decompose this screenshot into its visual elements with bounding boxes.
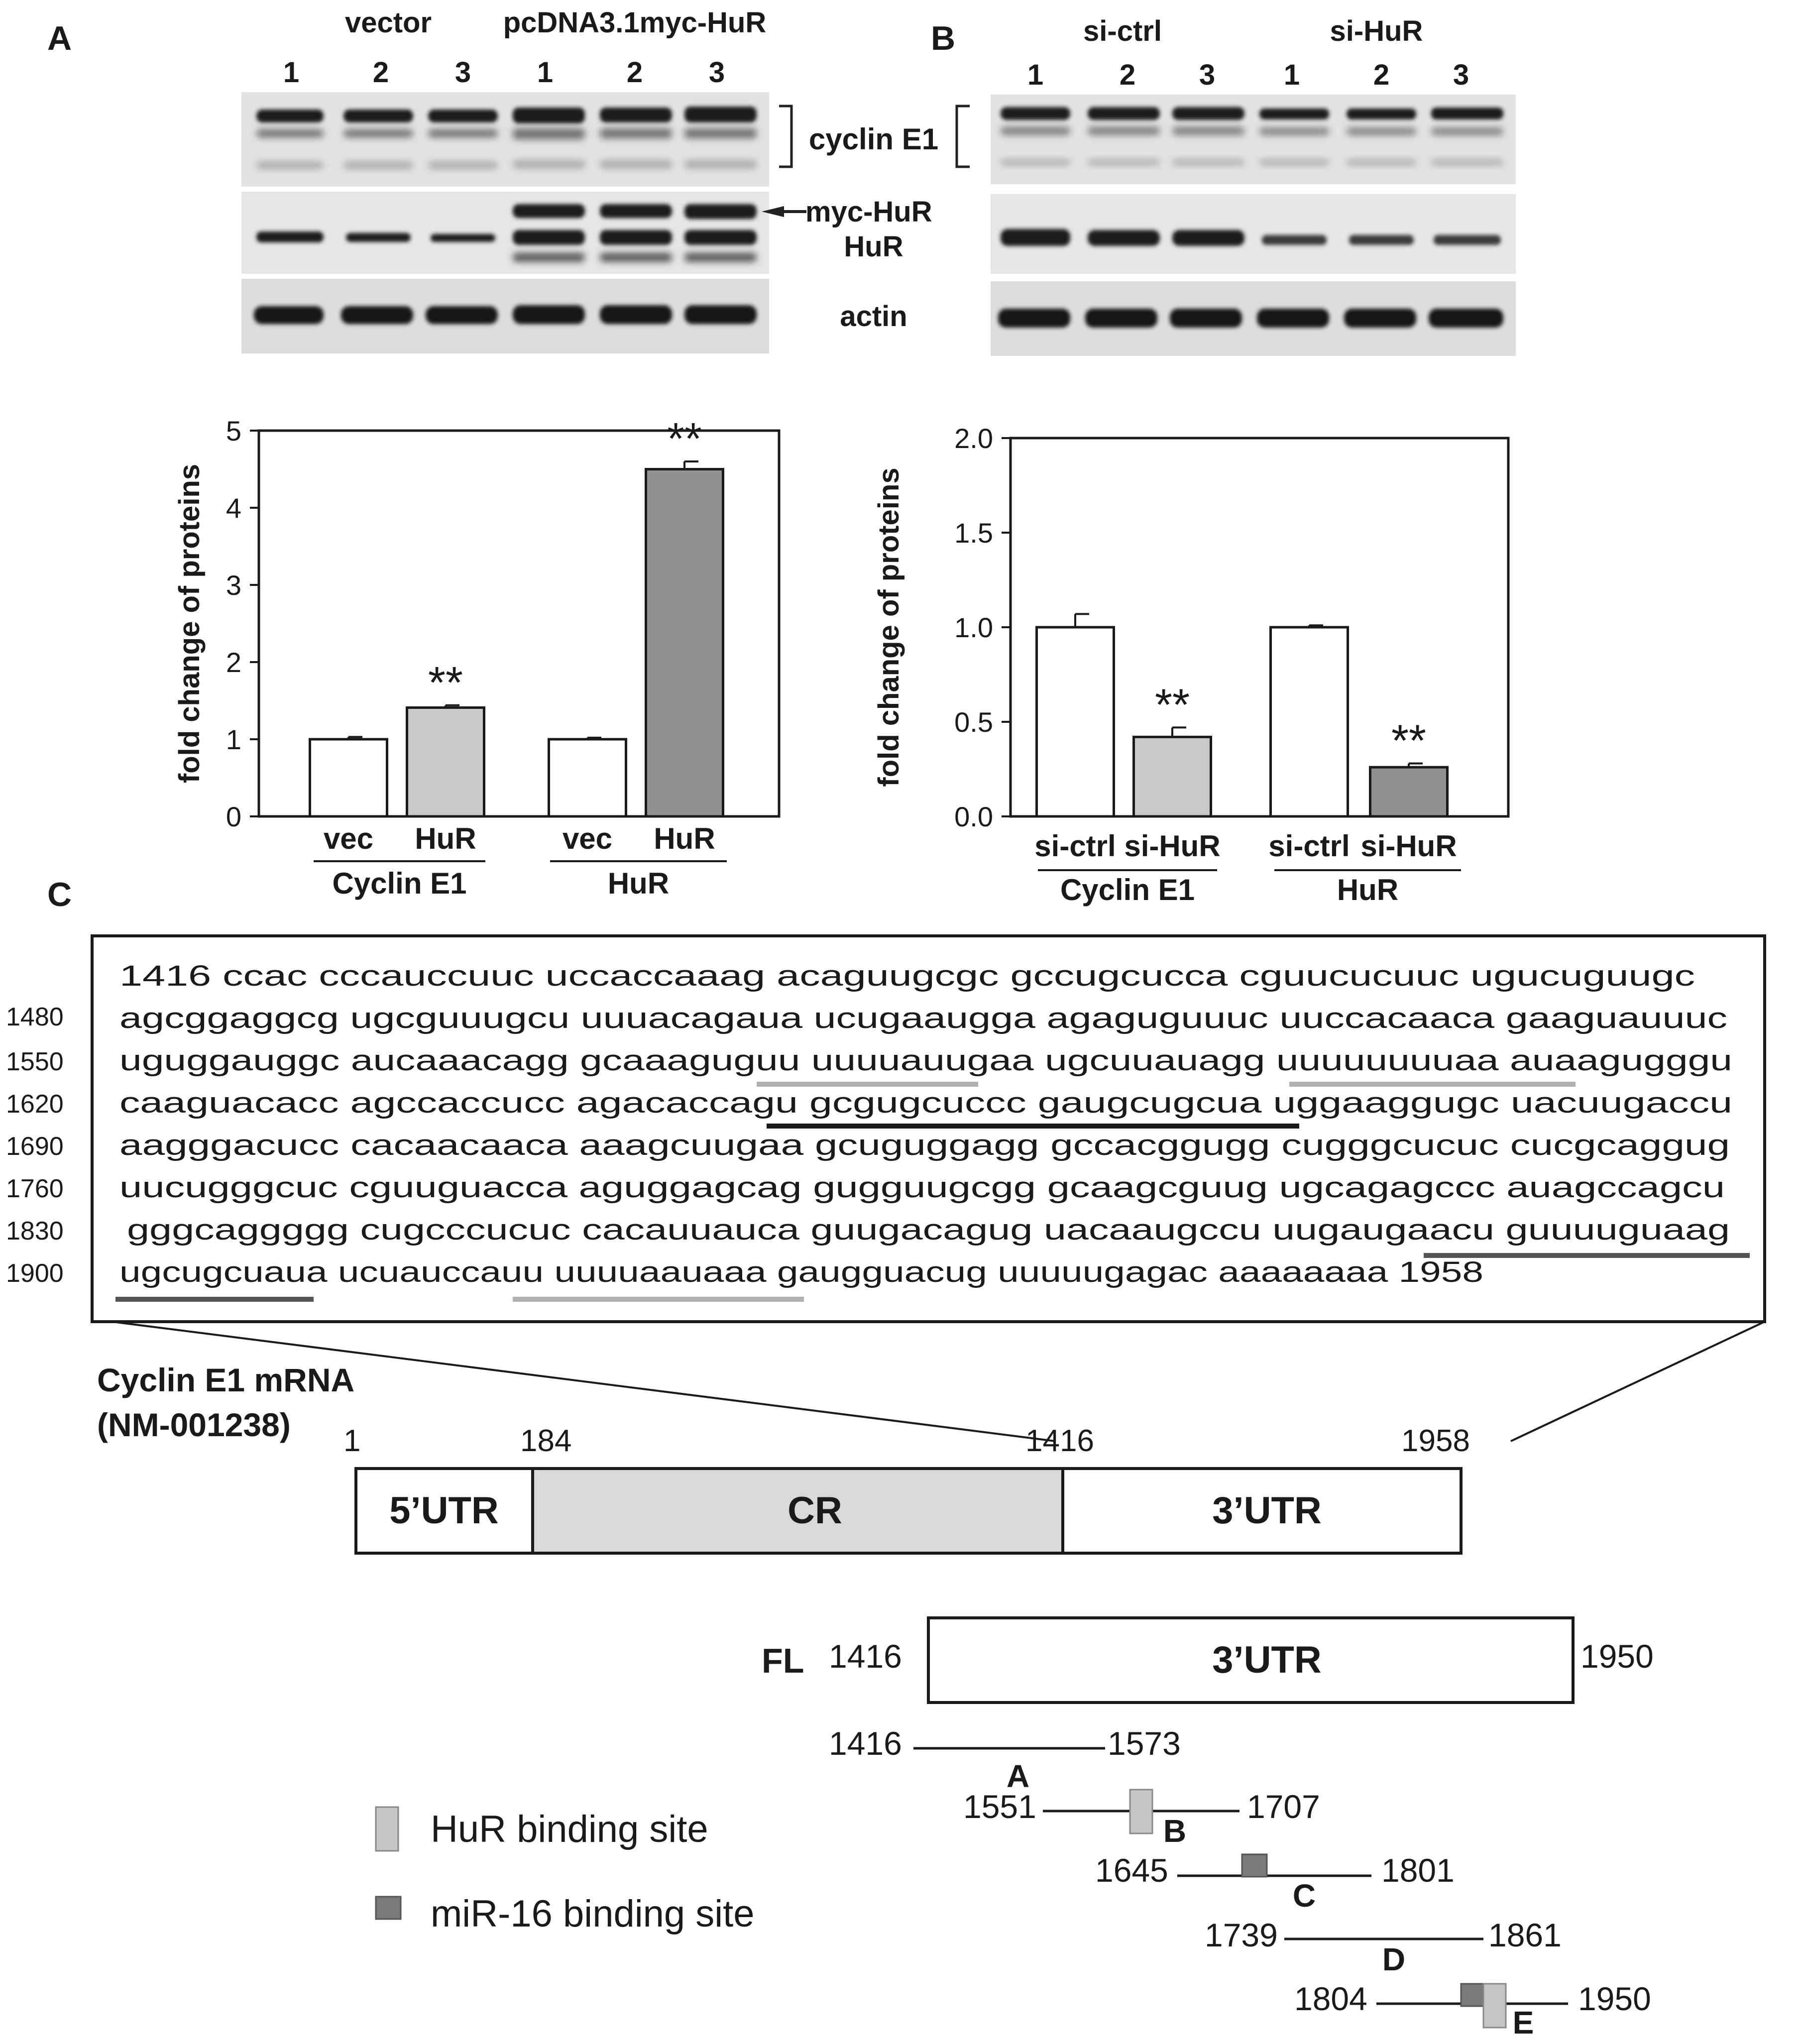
- panel-label-a: A: [47, 19, 72, 57]
- mrna-position: 1: [343, 1424, 361, 1458]
- legend-hur-label: HuR binding site: [431, 1808, 708, 1850]
- fragment-label: D: [1382, 1941, 1406, 1977]
- fragment-end: 1950: [1578, 1980, 1651, 2017]
- fragment-label: A: [1006, 1758, 1030, 1794]
- western-blot-a: [241, 6, 970, 353]
- blot-a-lane-label: 3: [708, 56, 725, 89]
- blot-a-lane-label: 3: [454, 56, 471, 89]
- y-tick-label: 2.0: [954, 423, 993, 454]
- sequence-line-number: 1690: [6, 1132, 64, 1161]
- hur-site-marker: [1483, 1984, 1506, 2028]
- sequence-line: caaguacacc agccaccucc agacaccagu gcgugcuccc gaugcugcua uggaaggugc uacuugaccu: [119, 1087, 1732, 1119]
- mrna-title: Cyclin E1 mRNA: [97, 1362, 355, 1398]
- fl-3utr-label: 3’UTR: [1212, 1639, 1322, 1681]
- x-category-label: si-ctrl: [1034, 829, 1116, 863]
- mrna-position: 1416: [1025, 1424, 1094, 1458]
- blot-b-group-si-hur: si-HuR: [1330, 15, 1423, 47]
- mrna-position: 184: [520, 1424, 572, 1458]
- bar: [1134, 737, 1211, 816]
- y-tick-label: 0: [225, 801, 241, 832]
- panel-label-c: C: [47, 876, 72, 913]
- significance-mark: **: [667, 414, 702, 464]
- legend-hur-swatch: [376, 1807, 398, 1851]
- sequence-line-number: 1900: [6, 1259, 64, 1288]
- y-tick-label: 1.5: [954, 517, 993, 549]
- fragment-start: 1645: [1095, 1852, 1168, 1889]
- bar: [1037, 627, 1114, 816]
- blot-a-lane-label: 2: [626, 56, 643, 89]
- mrna-position: 1958: [1401, 1424, 1470, 1458]
- fragment-label: C: [1292, 1878, 1316, 1914]
- blot-a-lane-label: 1: [283, 56, 300, 89]
- sequence-line: ugcugcuaua ucuauccauu uuuuaauaaa gaugguacug uuuuugagac aaaaaaaa 1958: [119, 1256, 1483, 1288]
- fragment-end: 1573: [1108, 1725, 1181, 1762]
- segment-cr-label: CR: [788, 1489, 842, 1532]
- panel-label-b: B: [931, 19, 956, 57]
- bar: [407, 707, 484, 816]
- reporter-constructs: [762, 1618, 1654, 2041]
- fragment-start: 1739: [1205, 1917, 1278, 1953]
- fragment-start: 1804: [1294, 1980, 1367, 2017]
- fl-label: FL: [762, 1641, 804, 1680]
- bar: [1271, 627, 1348, 816]
- y-tick-label: 1: [225, 724, 241, 755]
- blot-a-lane-label: 1: [537, 56, 554, 89]
- x-group-label: Cyclin E1: [332, 867, 467, 900]
- x-category-label: HuR: [654, 822, 715, 855]
- y-axis-label: fold change of proteins: [873, 467, 905, 787]
- significance-mark: **: [1391, 716, 1427, 766]
- significance-mark: **: [1154, 680, 1190, 730]
- fragment-label: E: [1512, 2005, 1534, 2041]
- x-category-label: si-HuR: [1360, 829, 1457, 863]
- zoom-line-right: [1511, 1322, 1765, 1441]
- blot-b-lane-label: 2: [1119, 59, 1136, 91]
- bar: [1370, 767, 1448, 816]
- blot-b-lane-label: 1: [1283, 59, 1300, 91]
- x-category-label: vec: [562, 822, 613, 855]
- sequence-line-number: 1480: [6, 1003, 64, 1031]
- mrna-map: [97, 1362, 1470, 1553]
- y-tick-label: 2: [225, 647, 241, 678]
- x-group-label: HuR: [1337, 873, 1399, 907]
- bar: [549, 739, 626, 816]
- blot-b-lane-label: 3: [1199, 59, 1216, 91]
- legend-mir16-swatch: [376, 1897, 401, 1919]
- y-tick-label: 3: [225, 569, 241, 601]
- x-group-label: HuR: [607, 867, 670, 900]
- blot-a-lane-label: 2: [372, 56, 389, 89]
- y-axis-label: fold change of proteins: [173, 463, 206, 784]
- sequence-line: uucugggcuc cguuguacca aguggagcag gugguugcgg gcaagcguug ugcagagccc auagccagcu: [119, 1171, 1725, 1204]
- blot-label-actin: actin: [840, 300, 907, 333]
- bar: [310, 739, 387, 816]
- blot-b-lane-label: 3: [1453, 59, 1469, 91]
- significance-mark: **: [428, 658, 463, 708]
- mir16-site-marker: [1242, 1854, 1267, 1877]
- x-category-label: si-ctrl: [1268, 829, 1350, 863]
- fragment-start: 1416: [829, 1725, 902, 1762]
- fragment-start: 1551: [963, 1788, 1036, 1825]
- fragment-end: 1707: [1247, 1788, 1320, 1825]
- chart-a: [173, 414, 779, 900]
- hur-site-marker: [1130, 1790, 1152, 1833]
- sequence-line: aagggacucc cacaacaaca aaagcuugaa gcuguggagg gccacggugg cugggcucuc cucgcaggug: [119, 1129, 1730, 1161]
- y-tick-label: 1.0: [954, 612, 993, 643]
- bracket-right: [957, 106, 970, 167]
- blot-a-cyclin-strip: [241, 92, 769, 187]
- sequence-line-number: 1830: [6, 1217, 64, 1246]
- y-tick-label: 4: [225, 492, 241, 524]
- fragment-label: B: [1163, 1813, 1187, 1849]
- blot-b-lane-label: 2: [1373, 59, 1390, 91]
- legend-mir16-label: miR-16 binding site: [431, 1893, 755, 1935]
- chart-b: [873, 423, 1508, 907]
- sequence-line: agcggaggcg ugcguuugcu uuuacagaua ucugaaugga agaguguuuc uuccacaaca gaaguauuuc: [119, 1002, 1727, 1034]
- y-tick-label: 0.5: [954, 706, 993, 738]
- y-tick-label: 5: [225, 415, 241, 447]
- blot-a-group-vector: vector: [344, 6, 432, 39]
- sequence-line-number: 1760: [6, 1174, 64, 1203]
- sequence-line: gggcaggggg cugcccucuc cacauuauca guugacagug uacaaugccu uugaugaacu guuuuguaag: [127, 1214, 1730, 1246]
- x-category-label: si-HuR: [1124, 829, 1221, 863]
- segment-5utr-label: 5’UTR: [389, 1489, 499, 1532]
- sequence-line-number: 1620: [6, 1090, 64, 1119]
- mrna-accession: (NM-001238): [97, 1406, 291, 1443]
- fl-end: 1950: [1580, 1638, 1654, 1675]
- western-blot-b: [991, 15, 1516, 356]
- x-category-label: HuR: [415, 822, 476, 855]
- blot-label-hur: HuR: [844, 230, 903, 263]
- blot-label-cyclin: cyclin E1: [808, 122, 939, 156]
- sequence-line-number: 1550: [6, 1047, 64, 1076]
- fragment-end: 1861: [1488, 1917, 1562, 1953]
- sequence-line: uguggauggc aucaaacagg gcaaaguguu uuuuauugaa ugcuuauagg uuuuuuuuaa auaagugggu: [119, 1044, 1732, 1077]
- y-tick-label: 0.0: [954, 801, 993, 832]
- bar: [646, 469, 723, 817]
- x-group-label: Cyclin E1: [1060, 873, 1195, 907]
- fragment-end: 1801: [1381, 1852, 1455, 1889]
- sequence-panel: [6, 936, 1765, 1322]
- x-category-label: vec: [323, 822, 374, 855]
- legend: [376, 1807, 755, 1935]
- blot-label-myc-hur: myc-HuR: [805, 196, 932, 228]
- segment-3utr-label: 3’UTR: [1212, 1489, 1322, 1532]
- fl-start: 1416: [829, 1638, 902, 1675]
- blot-b-group-si-ctrl: si-ctrl: [1083, 15, 1162, 47]
- blot-a-group-myc-hur: pcDNA3.1myc-HuR: [503, 6, 767, 39]
- blot-b-lane-label: 1: [1027, 59, 1044, 91]
- bracket-left: [779, 106, 791, 167]
- sequence-line: 1416 ccac cccauccuuc uccaccaaag acaguugcgc gccugcucca cguucucuuc ugucuguugc: [119, 960, 1695, 992]
